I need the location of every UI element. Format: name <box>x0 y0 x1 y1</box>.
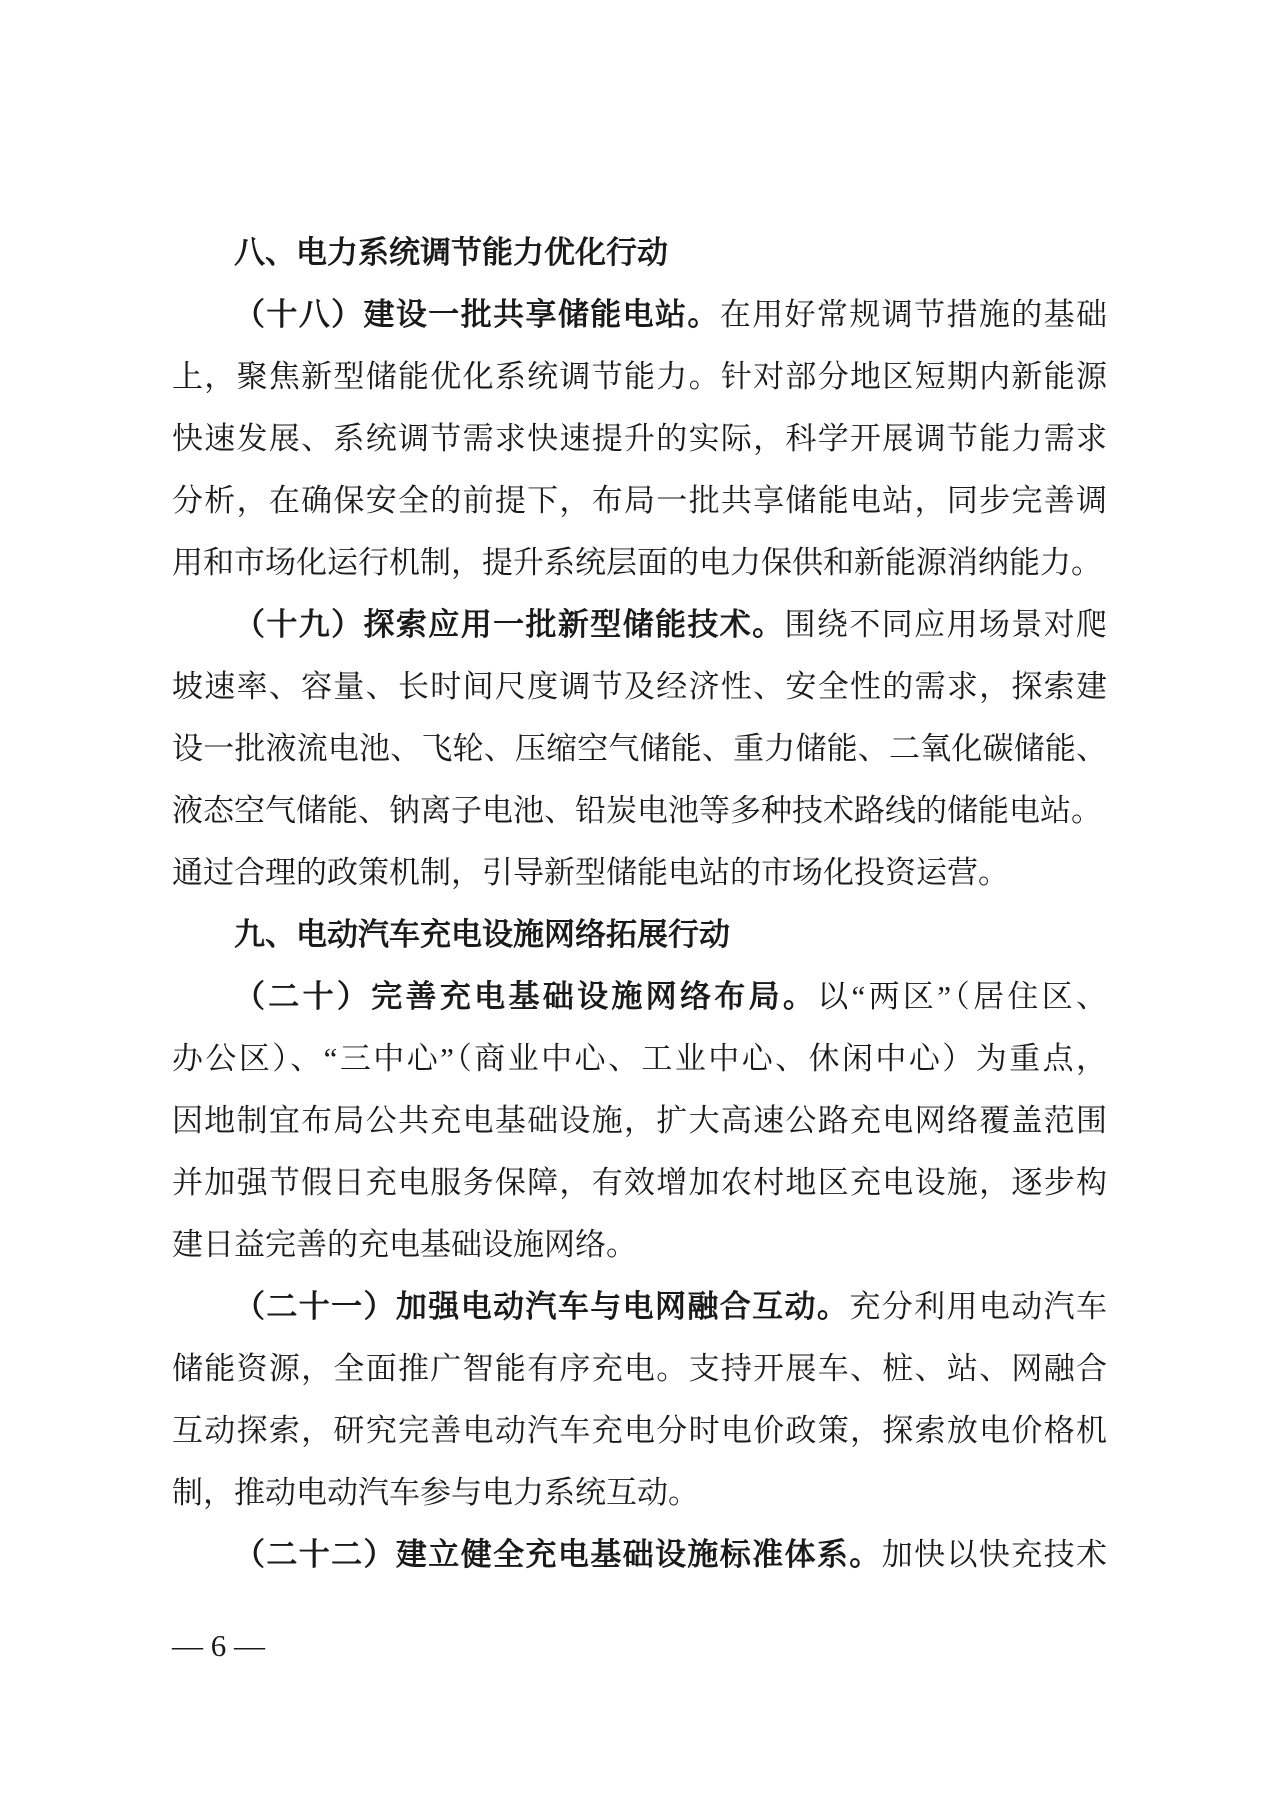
text-line <box>172 594 1107 656</box>
text-segment: 在用好常规调节措施的基础 <box>719 297 1107 332</box>
text-segment: 办公区）、“三中心”（商业中心、工业中心、休闲中心）为重点， <box>172 1041 1107 1076</box>
text-segment: 通过合理的政策机制，引导新型储能电站的市场化投资运营。 <box>172 855 1009 890</box>
text-segment: 互动探索，研究完善电动汽车充电分时电价政策，探索放电价格机 <box>172 1413 1107 1448</box>
text-line <box>172 408 1107 470</box>
text-segment: 储能资源，全面推广智能有序充电。支持开展车、桩、站、网融合 <box>172 1351 1107 1386</box>
bold-text-segment: （二十一）加强电动汽车与电网融合互动。 <box>234 1289 850 1324</box>
text-line <box>172 966 1107 1028</box>
text-line <box>172 842 1107 904</box>
text-segment: 加快以快充技术 <box>881 1537 1107 1572</box>
text-line <box>172 780 1107 842</box>
text-line <box>172 1462 1107 1524</box>
text-line <box>172 1400 1107 1462</box>
text-segment: 因地制宜布局公共充电基础设施，扩大高速公路充电网络覆盖范围 <box>172 1103 1107 1138</box>
text-segment: 坡速率、容量、长时间尺度调节及经济性、安全性的需求，探索建 <box>172 669 1107 704</box>
text-segment: 并加强节假日充电服务保障，有效增加农村地区充电设施，逐步构 <box>172 1165 1107 1200</box>
bold-text-segment: （二十）完善充电基础设施网络布局。 <box>234 979 818 1014</box>
text-line <box>172 1524 1107 1586</box>
text-segment: 建日益完善的充电基础设施网络。 <box>172 1227 637 1262</box>
bold-text-segment: 八、电力系统调节能力优化行动 <box>234 235 668 270</box>
text-line <box>172 1214 1107 1276</box>
text-segment: 上，聚焦新型储能优化系统调节能力。针对部分地区短期内新能源 <box>172 359 1107 394</box>
bold-text-segment: （二十二）建立健全充电基础设施标准体系。 <box>234 1537 882 1572</box>
text-line <box>172 284 1107 346</box>
text-line <box>172 470 1107 532</box>
text-segment: 液态空气储能、钠离子电池、铅炭电池等多种技术路线的储能电站。 <box>172 793 1102 828</box>
page-number: — 6 — <box>172 1628 265 1663</box>
bold-text-segment: （十九）探索应用一批新型储能技术。 <box>234 607 785 642</box>
document-body <box>172 222 1107 1586</box>
text-segment: 快速发展、系统调节需求快速提升的实际，科学开展调节能力需求 <box>172 421 1107 456</box>
text-line <box>172 532 1107 594</box>
text-segment: 设一批液流电池、飞轮、压缩空气储能、重力储能、二氧化碳储能、 <box>172 731 1107 766</box>
text-segment: 以“两区”（居住区、 <box>817 979 1107 1014</box>
text-line <box>172 1152 1107 1214</box>
bold-text-segment: 九、电动汽车充电设施网络拓展行动 <box>234 917 730 952</box>
text-line <box>172 1338 1107 1400</box>
text-line <box>172 718 1107 780</box>
text-line <box>172 656 1107 718</box>
text-segment: 围绕不同应用场景对爬 <box>784 607 1107 642</box>
text-segment: 制，推动电动汽车参与电力系统互动。 <box>172 1475 699 1510</box>
text-segment: 用和市场化运行机制，提升系统层面的电力保供和新能源消纳能力。 <box>172 545 1102 580</box>
section-heading <box>172 904 1107 966</box>
text-line <box>172 346 1107 408</box>
text-line <box>172 1276 1107 1338</box>
text-line <box>172 1028 1107 1090</box>
text-line <box>172 1090 1107 1152</box>
section-heading <box>172 222 1107 284</box>
text-segment: 分析，在确保安全的前提下，布局一批共享储能电站，同步完善调 <box>172 483 1107 518</box>
text-segment: 充分利用电动汽车 <box>849 1289 1107 1324</box>
bold-text-segment: （十八）建设一批共享储能电站。 <box>234 297 720 332</box>
